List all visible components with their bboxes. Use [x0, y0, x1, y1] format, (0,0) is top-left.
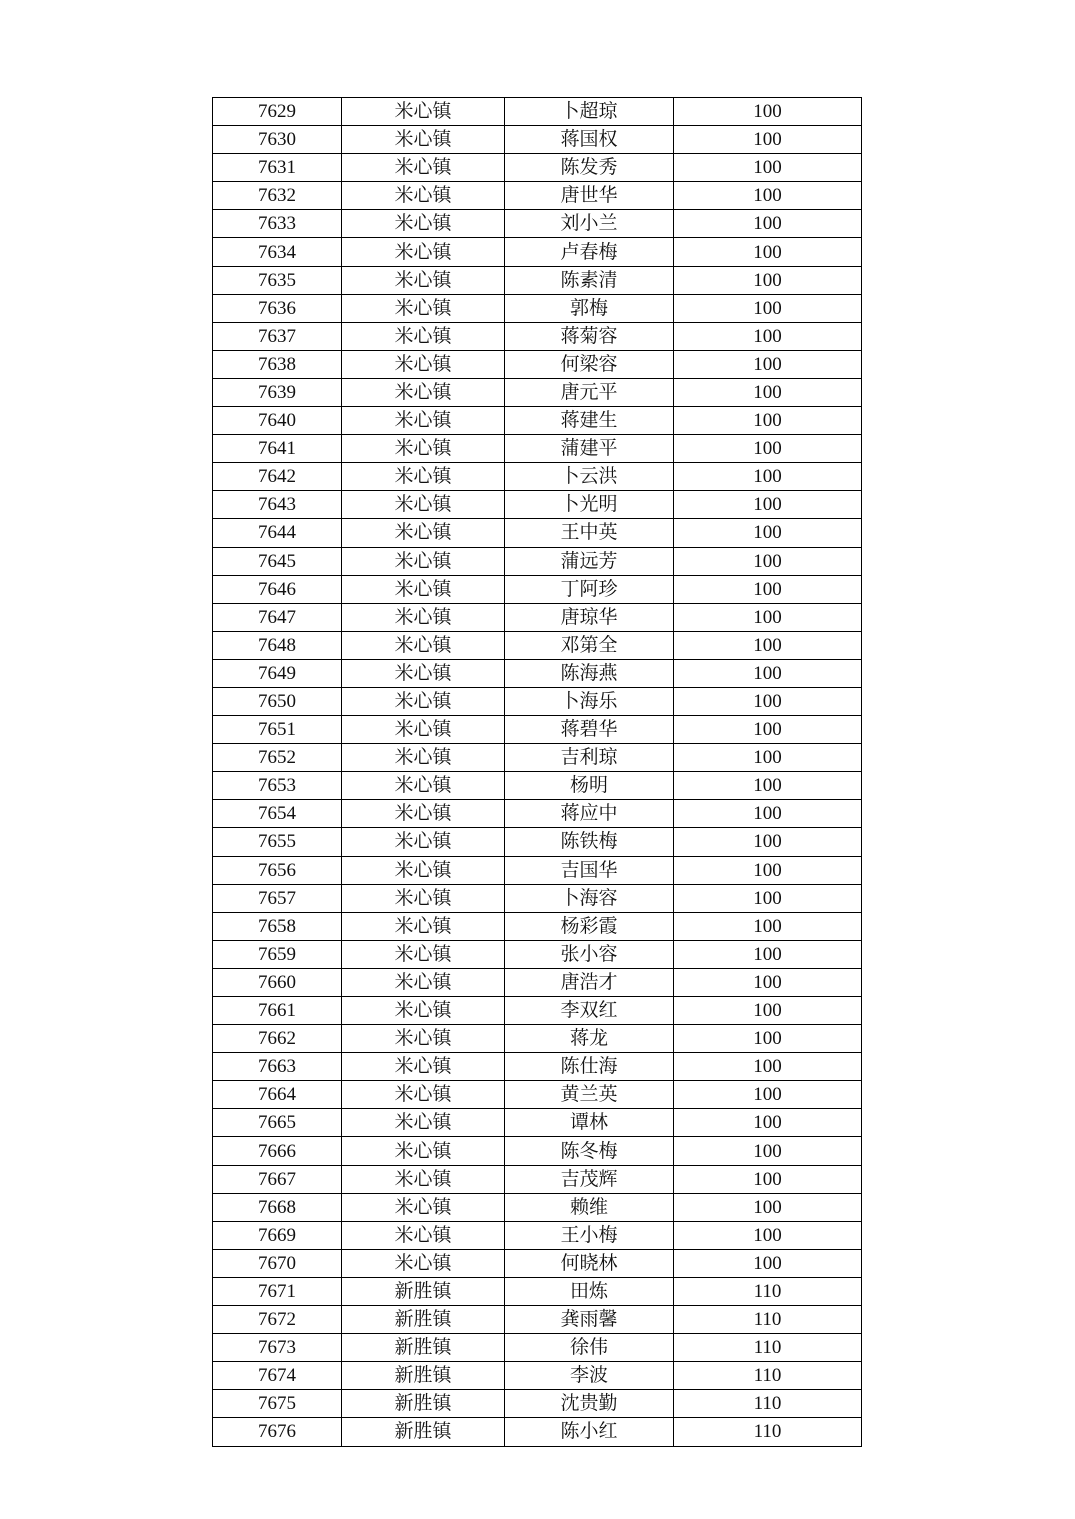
cell-person-name: 沈贵勤 — [505, 1390, 674, 1418]
cell-person-name: 卢春梅 — [505, 238, 674, 266]
cell-serial-number: 7650 — [213, 687, 342, 715]
cell-amount: 100 — [674, 547, 862, 575]
cell-town: 新胜镇 — [342, 1390, 505, 1418]
cell-person-name: 李双红 — [505, 997, 674, 1025]
cell-amount: 110 — [674, 1418, 862, 1446]
cell-amount: 100 — [674, 884, 862, 912]
cell-amount: 100 — [674, 1053, 862, 1081]
cell-town: 米心镇 — [342, 210, 505, 238]
table-row — [213, 968, 862, 996]
cell-amount: 100 — [674, 350, 862, 378]
roster-table-body — [213, 98, 862, 1447]
table-row — [213, 687, 862, 715]
table-row — [213, 772, 862, 800]
cell-serial-number: 7673 — [213, 1334, 342, 1362]
cell-person-name: 吉利琼 — [505, 744, 674, 772]
cell-serial-number: 7646 — [213, 575, 342, 603]
cell-town: 米心镇 — [342, 98, 505, 126]
cell-town: 米心镇 — [342, 266, 505, 294]
cell-person-name: 王小梅 — [505, 1221, 674, 1249]
cell-serial-number: 7633 — [213, 210, 342, 238]
cell-person-name: 邓第全 — [505, 631, 674, 659]
cell-person-name: 陈铁梅 — [505, 828, 674, 856]
cell-person-name: 唐元平 — [505, 378, 674, 406]
cell-serial-number: 7630 — [213, 126, 342, 154]
cell-amount: 100 — [674, 294, 862, 322]
cell-serial-number: 7645 — [213, 547, 342, 575]
cell-person-name: 王中英 — [505, 519, 674, 547]
table-row — [213, 1221, 862, 1249]
cell-town: 米心镇 — [342, 1081, 505, 1109]
cell-town: 米心镇 — [342, 126, 505, 154]
cell-person-name: 蒲建平 — [505, 435, 674, 463]
cell-town: 米心镇 — [342, 463, 505, 491]
cell-town: 米心镇 — [342, 1249, 505, 1277]
cell-town: 米心镇 — [342, 603, 505, 631]
cell-person-name: 卜海乐 — [505, 687, 674, 715]
cell-amount: 110 — [674, 1390, 862, 1418]
cell-person-name: 陈小红 — [505, 1418, 674, 1446]
cell-amount: 100 — [674, 491, 862, 519]
cell-town: 米心镇 — [342, 940, 505, 968]
cell-town: 米心镇 — [342, 912, 505, 940]
cell-town: 米心镇 — [342, 1109, 505, 1137]
cell-serial-number: 7647 — [213, 603, 342, 631]
table-row — [213, 210, 862, 238]
cell-amount: 100 — [674, 716, 862, 744]
cell-town: 米心镇 — [342, 968, 505, 996]
cell-person-name: 唐世华 — [505, 182, 674, 210]
cell-person-name: 黄兰英 — [505, 1081, 674, 1109]
table-row — [213, 856, 862, 884]
cell-town: 米心镇 — [342, 322, 505, 350]
table-row — [213, 1081, 862, 1109]
roster-table — [212, 97, 862, 1447]
table-row — [213, 266, 862, 294]
cell-town: 新胜镇 — [342, 1277, 505, 1305]
cell-serial-number: 7653 — [213, 772, 342, 800]
cell-amount: 100 — [674, 856, 862, 884]
cell-serial-number: 7666 — [213, 1137, 342, 1165]
cell-amount: 100 — [674, 1249, 862, 1277]
cell-serial-number: 7662 — [213, 1025, 342, 1053]
cell-amount: 100 — [674, 238, 862, 266]
table-row — [213, 1025, 862, 1053]
cell-person-name: 唐浩才 — [505, 968, 674, 996]
table-row — [213, 294, 862, 322]
table-row — [213, 1334, 862, 1362]
cell-serial-number: 7634 — [213, 238, 342, 266]
cell-serial-number: 7671 — [213, 1277, 342, 1305]
cell-amount: 110 — [674, 1277, 862, 1305]
cell-serial-number: 7658 — [213, 912, 342, 940]
cell-town: 米心镇 — [342, 828, 505, 856]
table-row — [213, 1306, 862, 1334]
cell-amount: 100 — [674, 154, 862, 182]
cell-serial-number: 7659 — [213, 940, 342, 968]
cell-amount: 100 — [674, 1221, 862, 1249]
cell-town: 米心镇 — [342, 1221, 505, 1249]
table-row — [213, 378, 862, 406]
cell-amount: 100 — [674, 940, 862, 968]
table-row — [213, 940, 862, 968]
cell-town: 米心镇 — [342, 154, 505, 182]
cell-amount: 100 — [674, 435, 862, 463]
cell-person-name: 唐琼华 — [505, 603, 674, 631]
cell-person-name: 陈冬梅 — [505, 1137, 674, 1165]
cell-town: 米心镇 — [342, 407, 505, 435]
cell-serial-number: 7644 — [213, 519, 342, 547]
cell-town: 米心镇 — [342, 884, 505, 912]
cell-person-name: 卜光明 — [505, 491, 674, 519]
cell-town: 米心镇 — [342, 294, 505, 322]
cell-person-name: 吉茂辉 — [505, 1165, 674, 1193]
table-row — [213, 744, 862, 772]
table-row — [213, 884, 862, 912]
cell-serial-number: 7649 — [213, 659, 342, 687]
table-row — [213, 407, 862, 435]
cell-person-name: 何晓林 — [505, 1249, 674, 1277]
cell-town: 米心镇 — [342, 659, 505, 687]
table-row — [213, 912, 862, 940]
cell-town: 米心镇 — [342, 238, 505, 266]
cell-town: 新胜镇 — [342, 1334, 505, 1362]
cell-town: 米心镇 — [342, 182, 505, 210]
cell-person-name: 张小容 — [505, 940, 674, 968]
cell-person-name: 陈仕海 — [505, 1053, 674, 1081]
cell-amount: 110 — [674, 1306, 862, 1334]
table-row — [213, 716, 862, 744]
cell-person-name: 陈海燕 — [505, 659, 674, 687]
cell-town: 新胜镇 — [342, 1306, 505, 1334]
cell-town: 米心镇 — [342, 1165, 505, 1193]
cell-amount: 100 — [674, 1193, 862, 1221]
cell-town: 米心镇 — [342, 378, 505, 406]
cell-person-name: 徐伟 — [505, 1334, 674, 1362]
cell-amount: 100 — [674, 407, 862, 435]
table-row — [213, 659, 862, 687]
cell-amount: 110 — [674, 1362, 862, 1390]
cell-town: 米心镇 — [342, 1193, 505, 1221]
cell-town: 米心镇 — [342, 491, 505, 519]
table-row — [213, 575, 862, 603]
table-row — [213, 1053, 862, 1081]
cell-person-name: 陈发秀 — [505, 154, 674, 182]
table-row — [213, 1418, 862, 1446]
cell-serial-number: 7654 — [213, 800, 342, 828]
cell-person-name: 蒋碧华 — [505, 716, 674, 744]
cell-serial-number: 7642 — [213, 463, 342, 491]
table-row — [213, 1390, 862, 1418]
cell-serial-number: 7660 — [213, 968, 342, 996]
cell-amount: 100 — [674, 378, 862, 406]
cell-person-name: 谭林 — [505, 1109, 674, 1137]
cell-town: 米心镇 — [342, 1025, 505, 1053]
cell-serial-number: 7675 — [213, 1390, 342, 1418]
cell-person-name: 丁阿珍 — [505, 575, 674, 603]
cell-person-name: 杨明 — [505, 772, 674, 800]
cell-person-name: 蒋国权 — [505, 126, 674, 154]
cell-amount: 100 — [674, 800, 862, 828]
cell-person-name: 赖维 — [505, 1193, 674, 1221]
cell-town: 米心镇 — [342, 631, 505, 659]
cell-town: 新胜镇 — [342, 1362, 505, 1390]
cell-serial-number: 7643 — [213, 491, 342, 519]
cell-amount: 100 — [674, 126, 862, 154]
cell-person-name: 何梁容 — [505, 350, 674, 378]
cell-person-name: 蒋建生 — [505, 407, 674, 435]
cell-person-name: 郭梅 — [505, 294, 674, 322]
cell-town: 新胜镇 — [342, 1418, 505, 1446]
cell-serial-number: 7674 — [213, 1362, 342, 1390]
cell-amount: 100 — [674, 1109, 862, 1137]
table-row — [213, 547, 862, 575]
cell-serial-number: 7639 — [213, 378, 342, 406]
cell-serial-number: 7656 — [213, 856, 342, 884]
cell-serial-number: 7669 — [213, 1221, 342, 1249]
cell-amount: 100 — [674, 659, 862, 687]
cell-amount: 100 — [674, 463, 862, 491]
cell-town: 米心镇 — [342, 716, 505, 744]
cell-amount: 100 — [674, 1025, 862, 1053]
cell-person-name: 陈素清 — [505, 266, 674, 294]
cell-serial-number: 7629 — [213, 98, 342, 126]
table-row — [213, 98, 862, 126]
cell-amount: 100 — [674, 687, 862, 715]
table-row — [213, 997, 862, 1025]
table-row — [213, 1137, 862, 1165]
table-row — [213, 1109, 862, 1137]
table-row — [213, 238, 862, 266]
table-row — [213, 603, 862, 631]
cell-amount: 100 — [674, 631, 862, 659]
table-row — [213, 435, 862, 463]
cell-town: 米心镇 — [342, 744, 505, 772]
cell-amount: 100 — [674, 1165, 862, 1193]
cell-amount: 100 — [674, 828, 862, 856]
cell-serial-number: 7636 — [213, 294, 342, 322]
cell-person-name: 卜云洪 — [505, 463, 674, 491]
cell-serial-number: 7657 — [213, 884, 342, 912]
cell-person-name: 刘小兰 — [505, 210, 674, 238]
cell-person-name: 卜海容 — [505, 884, 674, 912]
table-row — [213, 1362, 862, 1390]
cell-amount: 100 — [674, 519, 862, 547]
table-row — [213, 182, 862, 210]
table-row — [213, 154, 862, 182]
cell-amount: 100 — [674, 575, 862, 603]
cell-serial-number: 7665 — [213, 1109, 342, 1137]
cell-serial-number: 7648 — [213, 631, 342, 659]
cell-town: 米心镇 — [342, 856, 505, 884]
cell-person-name: 吉国华 — [505, 856, 674, 884]
cell-person-name: 田炼 — [505, 1277, 674, 1305]
cell-serial-number: 7641 — [213, 435, 342, 463]
table-row — [213, 350, 862, 378]
cell-amount: 100 — [674, 997, 862, 1025]
cell-town: 米心镇 — [342, 687, 505, 715]
cell-person-name: 卜超琼 — [505, 98, 674, 126]
cell-person-name: 蒲远芳 — [505, 547, 674, 575]
table-row — [213, 800, 862, 828]
cell-person-name: 蒋应中 — [505, 800, 674, 828]
cell-town: 米心镇 — [342, 547, 505, 575]
cell-town: 米心镇 — [342, 435, 505, 463]
cell-amount: 100 — [674, 182, 862, 210]
cell-serial-number: 7637 — [213, 322, 342, 350]
table-row — [213, 519, 862, 547]
cell-serial-number: 7670 — [213, 1249, 342, 1277]
table-row — [213, 1193, 862, 1221]
cell-town: 米心镇 — [342, 772, 505, 800]
cell-town: 米心镇 — [342, 800, 505, 828]
cell-amount: 100 — [674, 210, 862, 238]
cell-serial-number: 7661 — [213, 997, 342, 1025]
cell-serial-number: 7668 — [213, 1193, 342, 1221]
table-row — [213, 463, 862, 491]
cell-serial-number: 7664 — [213, 1081, 342, 1109]
cell-town: 米心镇 — [342, 350, 505, 378]
cell-person-name: 龚雨馨 — [505, 1306, 674, 1334]
table-row — [213, 126, 862, 154]
cell-person-name: 李波 — [505, 1362, 674, 1390]
cell-serial-number: 7632 — [213, 182, 342, 210]
cell-serial-number: 7672 — [213, 1306, 342, 1334]
cell-serial-number: 7652 — [213, 744, 342, 772]
cell-amount: 100 — [674, 772, 862, 800]
table-row — [213, 1249, 862, 1277]
cell-amount: 100 — [674, 1137, 862, 1165]
cell-town: 米心镇 — [342, 1137, 505, 1165]
cell-town: 米心镇 — [342, 997, 505, 1025]
table-row — [213, 631, 862, 659]
cell-person-name: 蒋龙 — [505, 1025, 674, 1053]
table-row — [213, 1277, 862, 1305]
cell-town: 米心镇 — [342, 575, 505, 603]
cell-amount: 100 — [674, 98, 862, 126]
cell-serial-number: 7631 — [213, 154, 342, 182]
cell-serial-number: 7667 — [213, 1165, 342, 1193]
cell-amount: 100 — [674, 266, 862, 294]
cell-serial-number: 7663 — [213, 1053, 342, 1081]
cell-amount: 100 — [674, 1081, 862, 1109]
cell-serial-number: 7640 — [213, 407, 342, 435]
cell-serial-number: 7651 — [213, 716, 342, 744]
cell-amount: 100 — [674, 603, 862, 631]
cell-serial-number: 7638 — [213, 350, 342, 378]
cell-person-name: 蒋菊容 — [505, 322, 674, 350]
cell-amount: 100 — [674, 968, 862, 996]
cell-amount: 100 — [674, 744, 862, 772]
table-row — [213, 828, 862, 856]
cell-town: 米心镇 — [342, 1053, 505, 1081]
cell-amount: 100 — [674, 912, 862, 940]
cell-serial-number: 7635 — [213, 266, 342, 294]
table-row — [213, 491, 862, 519]
cell-amount: 110 — [674, 1334, 862, 1362]
cell-person-name: 杨彩霞 — [505, 912, 674, 940]
cell-amount: 100 — [674, 322, 862, 350]
table-row — [213, 1165, 862, 1193]
cell-town: 米心镇 — [342, 519, 505, 547]
cell-serial-number: 7655 — [213, 828, 342, 856]
cell-serial-number: 7676 — [213, 1418, 342, 1446]
table-row — [213, 322, 862, 350]
